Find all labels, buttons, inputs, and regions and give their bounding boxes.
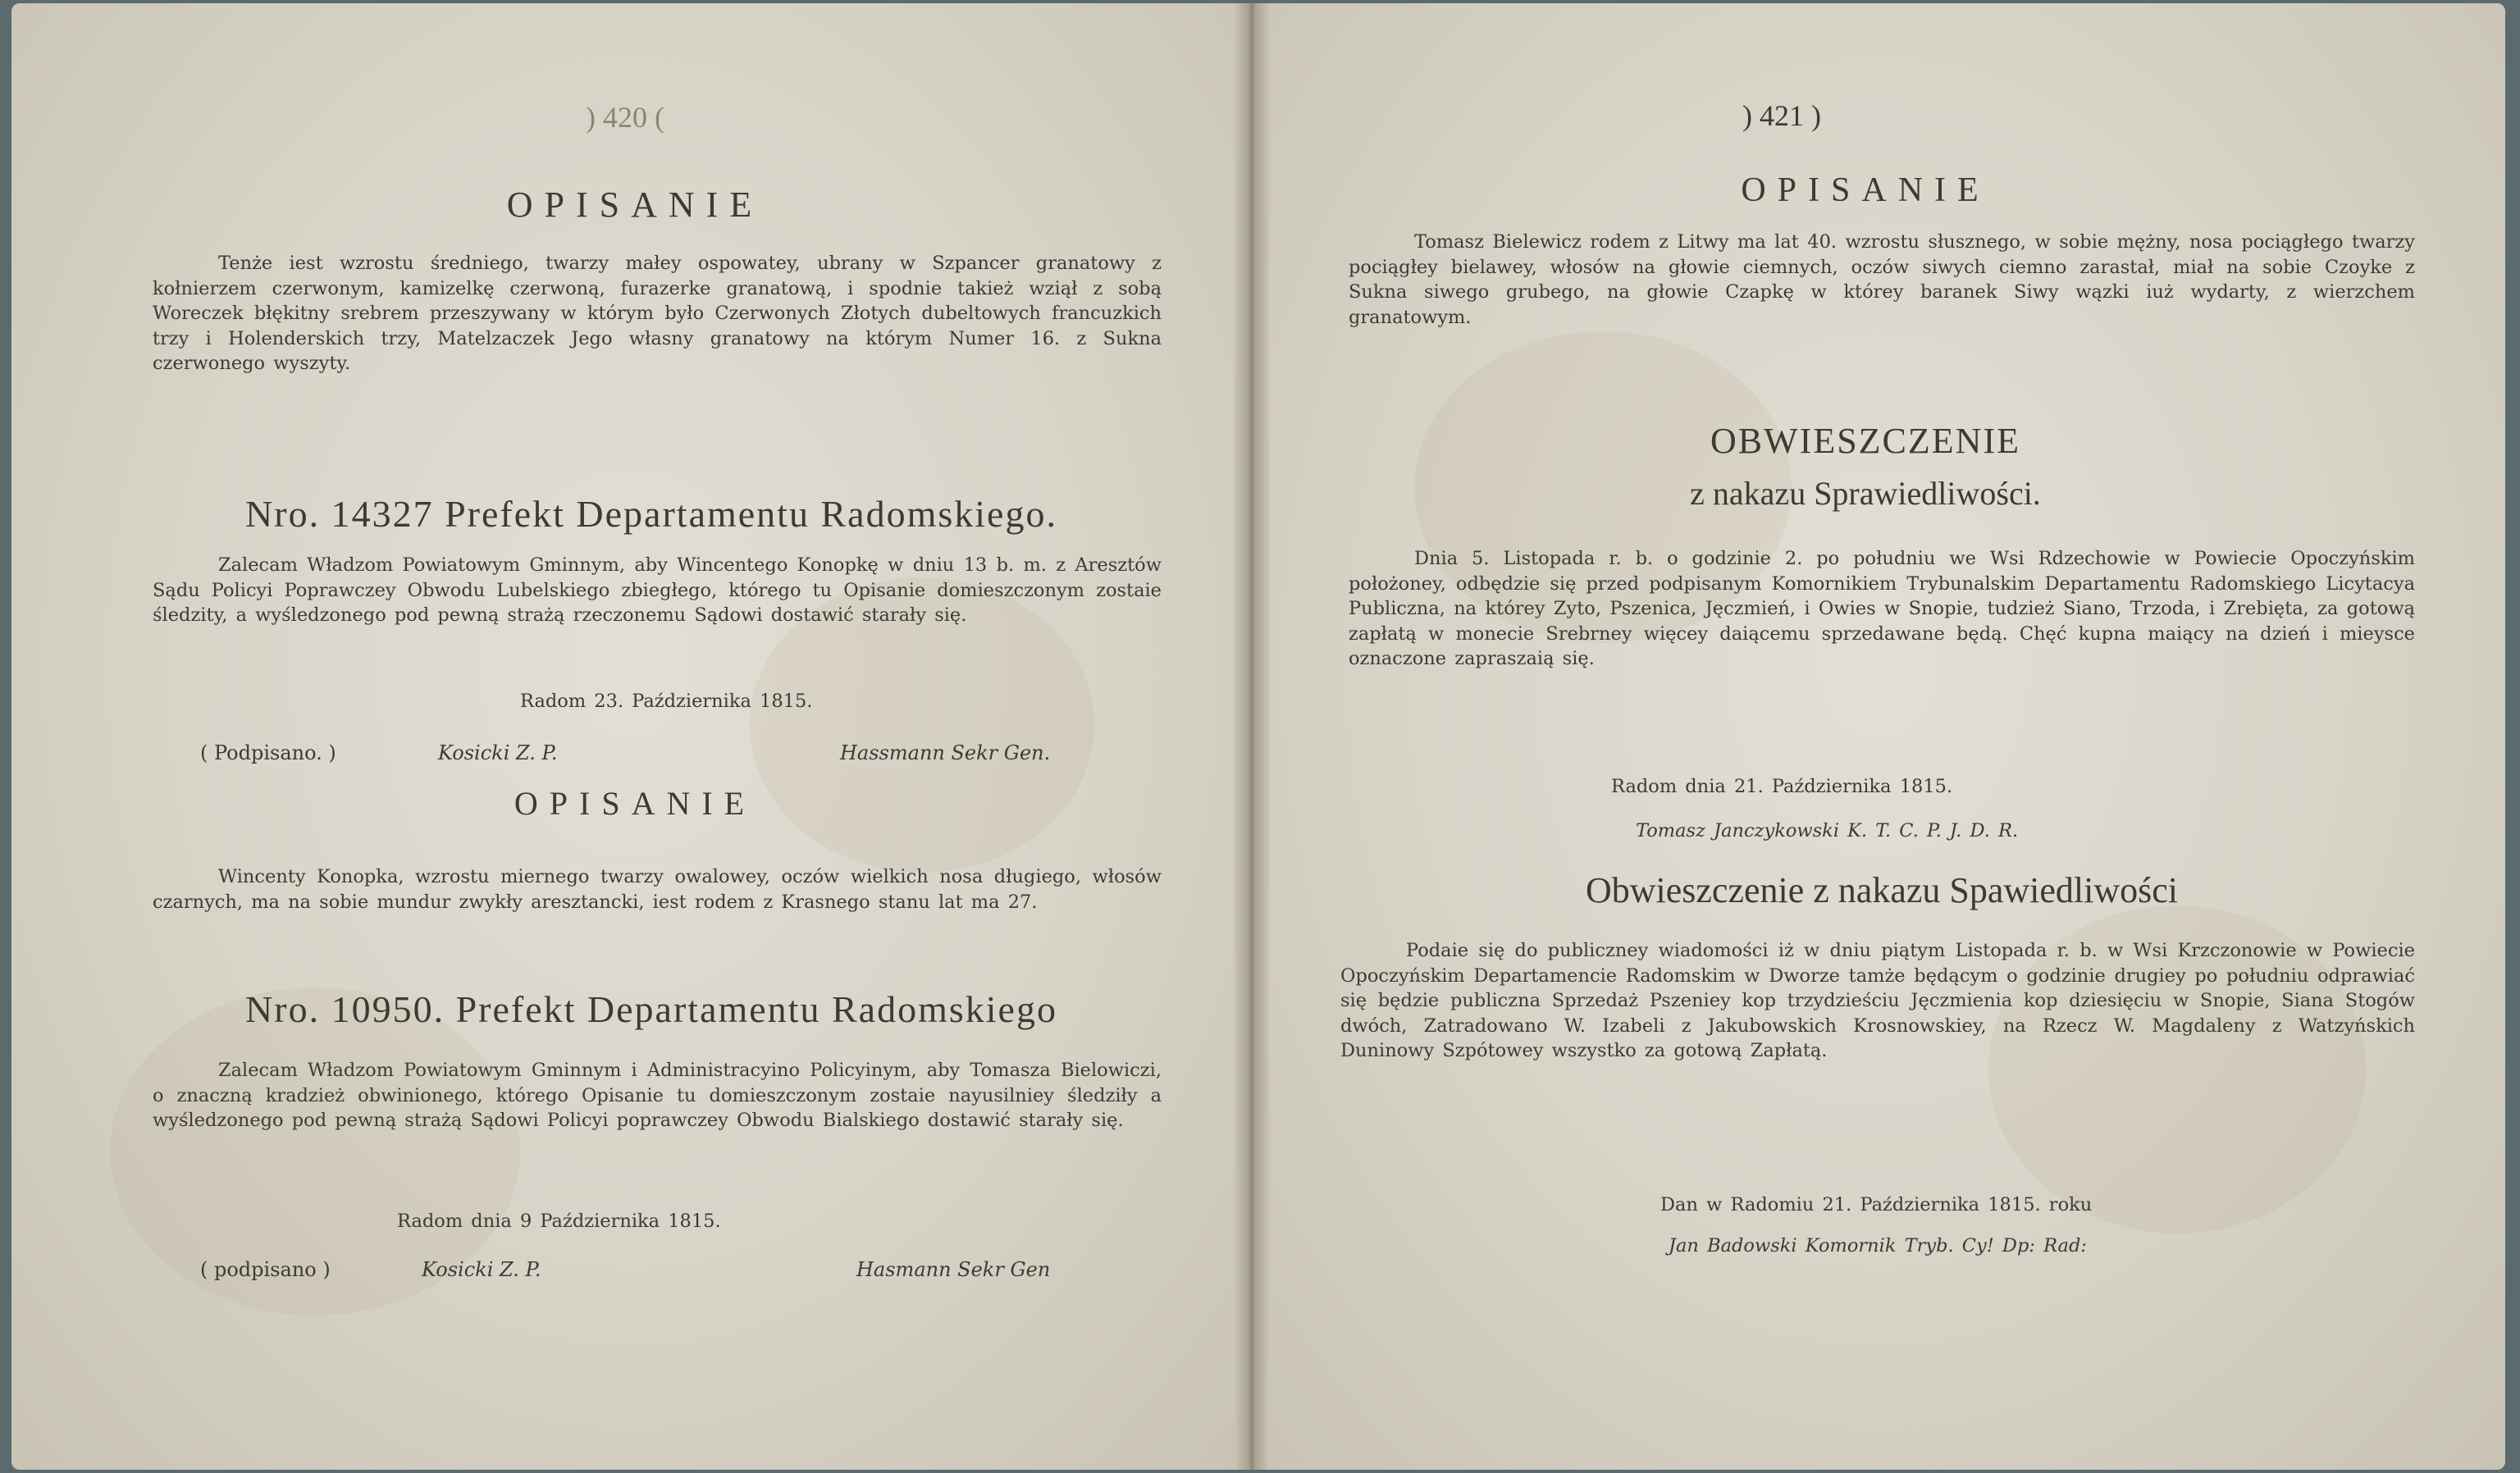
paragraph-description-2 [153, 864, 1162, 914]
signer-badowski: Jan Badowski Komornik Tryb. Cy! Dp: Rad: [1669, 1235, 2087, 1256]
page-number-left: ) 420 ( [586, 101, 664, 134]
heading-opisanie-3: OPISANIE [1741, 171, 1990, 209]
signer-kosicki-1: Kosicki Z. P. [438, 741, 558, 764]
book-gutter [1234, 3, 1270, 1470]
left-page [11, 3, 1250, 1470]
heading-prefekt-10950: Nro. 10950. Prefekt Departamentu Radomskiego [245, 988, 1057, 1030]
date-line-2: Radom dnia 9 Października 1815. [397, 1211, 721, 1232]
page-number-right: ) 421 ) [1742, 99, 1821, 132]
signer-hasmann-2: Hasmann Sekr Gen [856, 1258, 1051, 1281]
book-spread [11, 3, 2505, 1470]
signer-kosicki-2: Kosicki Z. P. [422, 1258, 541, 1281]
subheading-nakaz: z nakazu Sprawiedliwości. [1690, 475, 2041, 512]
paragraph-text: Zalecam Władzom Powiatowym Gminnym i Administracyino Policyinym, aby Tomasza Bielowiczi, o znaczną kradzież obwinionego, którego Opisanie tu domieszczonym zostaie nayusilniey śledziły a wyśledzonego pod pewną strażą Sądowi Policyi poprawczey Obwodu Bialskiego dostawić starały się. [153, 1060, 1162, 1131]
heading-prefekt-14327: Nro. 14327 Prefekt Departamentu Radomskiego. [245, 493, 1057, 535]
date-line-3: Radom dnia 21. Października 1815. [1611, 776, 1953, 797]
paragraph-text: Dnia 5. Listopada r. b. o godzinie 2. po południu we Wsi Rdzechowie w Powiecie Opoczyńskim położoney, odbędzie się przed podpisanym Komornikiem Trybunalskim Departamentu Radomskiego Licytacya Publiczna, na którey Zyto, Pszenica, Jęczmień, i Owies w Snopie, tudzież Siano, Trzoda, i Zrebięta, za gotową zapłatą w monecie Srebrney więcey daiącemu sprzedawane będą. Chęć kupna maiący na dzień i mieysce oznaczone zapraszaią się. [1349, 548, 2415, 669]
date-line-4: Dan w Radomiu 21. Października 1815. roku [1660, 1194, 2093, 1215]
signer-janczykowski: Tomasz Janczykowski K. T. C. P. J. D. R. [1636, 820, 2019, 841]
paragraph-text: Zalecam Władzom Powiatowym Gminnym, aby Wincentego Konopkę w dniu 13 b. m. z Aresztów Sądu Policyi Poprawczey Obwodu Lubelskiego zbiegłego, którego tu Opisanie domieszczonym zostaie śledzity, a wyśledzonego pod pewną strażą rzeczonemu Sądowi dostawić starały się. [153, 554, 1162, 626]
heading-opisanie-1: OPISANIE [506, 185, 764, 225]
paragraph-announcement-1 [1349, 546, 2415, 672]
signed-label-1: ( Podpisano. ) [200, 741, 336, 764]
right-page [1250, 3, 2505, 1470]
paragraph-text: Tenże iest wzrostu średniego, twarzy małey ospowatey, ubrany w Szpancer granatowy z kołnierzem czerwonym, kamizelkę czerwoną, furazerke granatową, i spodnie takież wziął z sobą Woreczek błękitny srebrem przeszywany w którym było Czerwonych Złotych dubeltowych francuzkich trzy i Holenderskich trzy, Matelzaczek Jego własny granatowy na którym Numer 16. z Sukna czerwonego wyszyty. [153, 253, 1162, 374]
heading-obwieszczenie: OBWIESZCZENIE [1710, 421, 2020, 461]
signed-label-2: ( podpisano ) [200, 1258, 331, 1281]
signer-hassmann-1: Hassmann Sekr Gen. [840, 741, 1051, 764]
paragraph-order-2 [153, 1058, 1162, 1133]
paragraph-description-1 [153, 251, 1162, 376]
heading-obwieszczenie-2: Obwieszczenie z nakazu Spawiedliwości [1585, 870, 2179, 910]
paragraph-order-1 [153, 553, 1162, 628]
paragraph-description-3 [1349, 230, 2415, 330]
heading-opisanie-2: OPISANIE [514, 785, 756, 822]
paragraph-announcement-2 [1340, 938, 2415, 1064]
date-line-1: Radom 23. Października 1815. [520, 691, 813, 712]
paragraph-text: Podaie się do publiczney wiadomości iż w dniu piątym Listopada r. b. w Wsi Krzczonowie w Powiecie Opoczyńskim Departamencie Radomskim w Dworze tamże będącym o godzinie drugiey po południu odprawiać się będzie publiczna Sprzedaż Pszeniey kop trzydzieściu Jęczmienia kop dziesięciu w Snopie, Siana Stogów dwóch, Zatradowano W. Izabeli z Jakubowskich Krosnowskiey, na Rzecz W. Magdaleny z Watzyńskich Duninowy Szpótowey wszystko za gotową Zapłatą. [1340, 940, 2415, 1061]
paragraph-text: Wincenty Konopka, wzrostu miernego twarzy owalowey, oczów wielkich nosa długiego, włosów czarnych, ma na sobie mundur zwykły aresztancki, iest rodem z Krasnego stanu lat ma 27. [153, 866, 1162, 913]
paragraph-text: Tomasz Bielewicz rodem z Litwy ma lat 40. wzrostu słusznego, w sobie mężny, nosa pociągłego twarzy pociągłey bielawey, włosów na głowie ciemnych, oczów siwych ciemno zarastał, miał na sobie Czoyke z Sukna siwego grubego, na głowie Czapkę w którey baranek Siwy wązki iuż wydarty, z wierzchem granatowym. [1349, 231, 2415, 328]
